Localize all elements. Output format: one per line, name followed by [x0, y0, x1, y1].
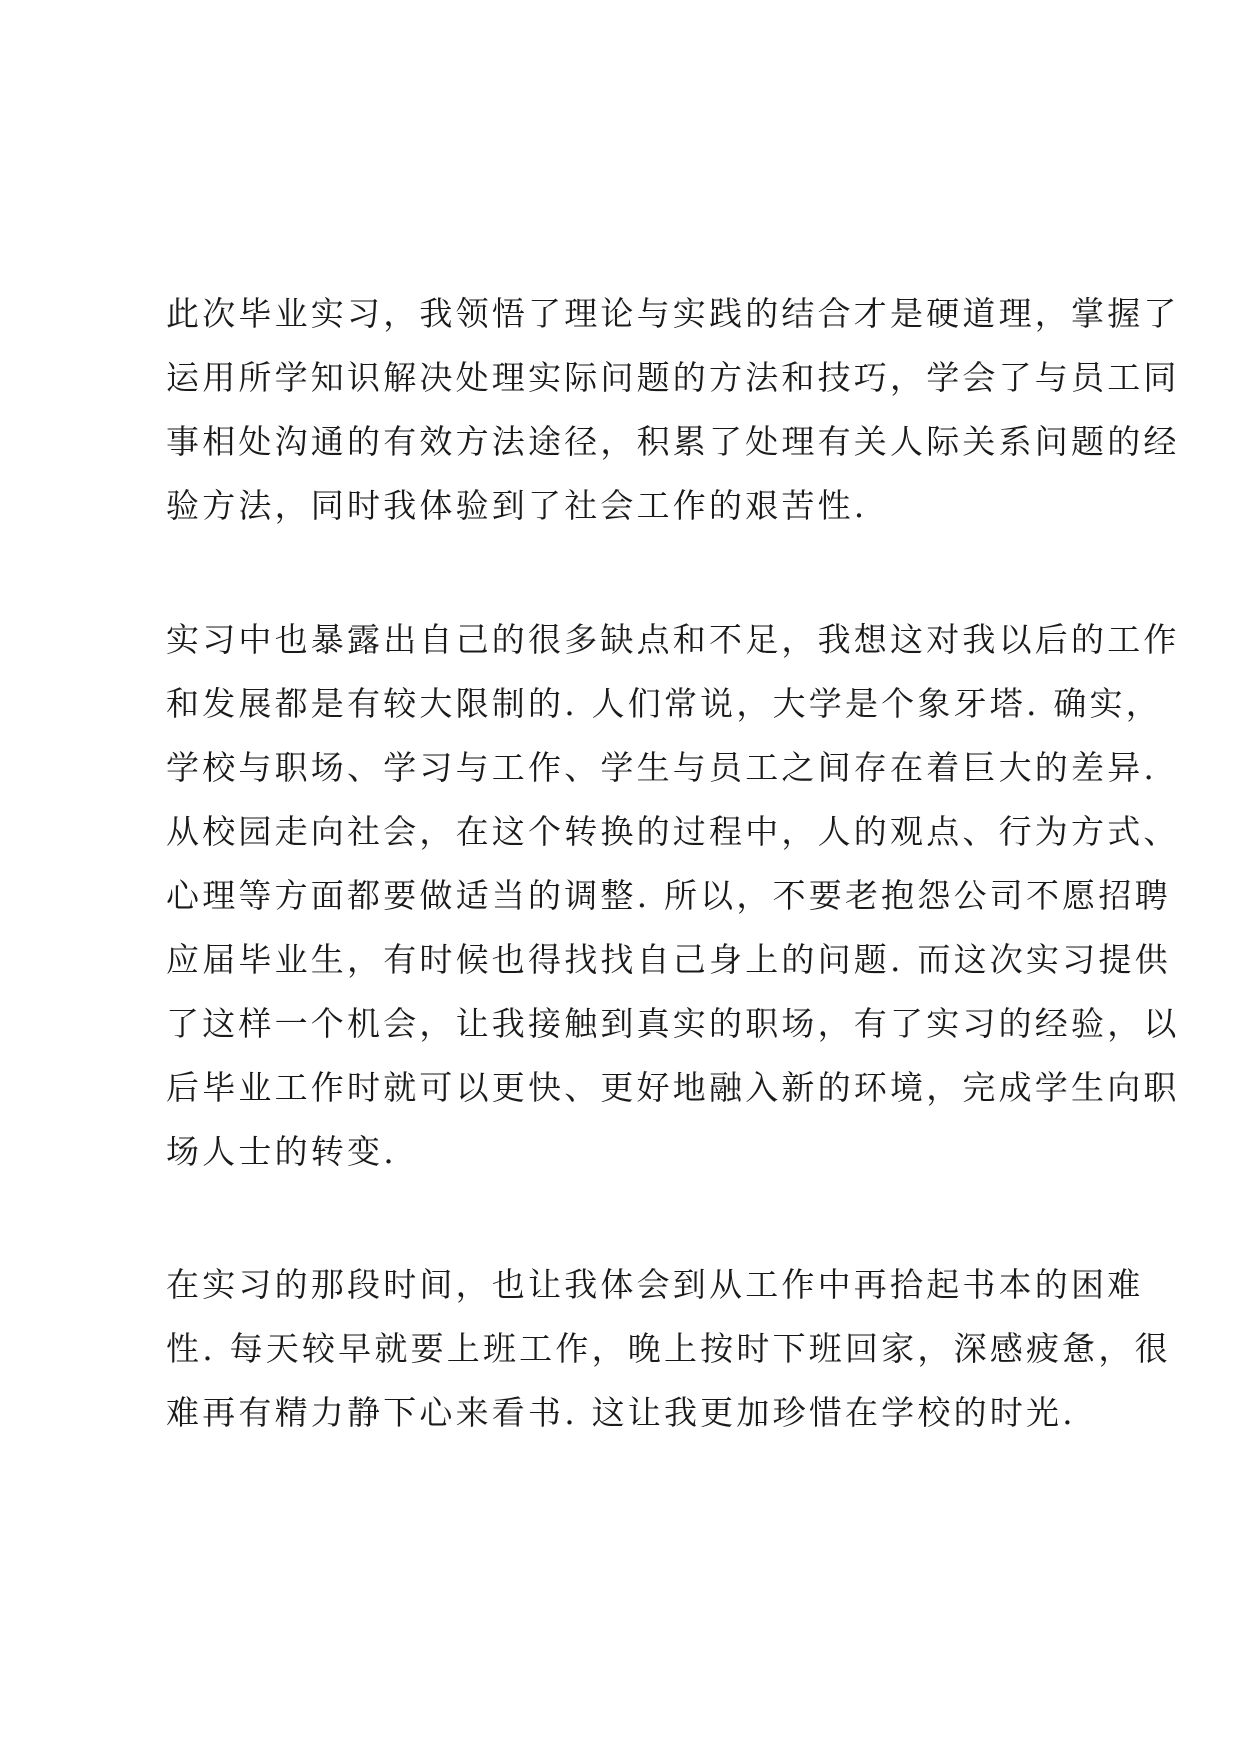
- text-line: 应届毕业生，有时候也得找找自己身上的问题. 而这次实习提供: [166, 940, 1171, 979]
- text-line: 运用所学知识解决处理实际问题的方法和技巧，学会了与员工同: [166, 358, 1180, 397]
- text-line: 后毕业工作时就可以更快、更好地融入新的环境，完成学生向职: [166, 1068, 1180, 1107]
- text-line: 事相处沟通的有效方法途径，积累了处理有关人际关系问题的经: [166, 422, 1180, 461]
- paragraph: [166, 608, 1180, 1184]
- paragraph: [166, 1253, 1171, 1445]
- text-line: 验方法，同时我体验到了社会工作的艰苦性.: [166, 486, 868, 525]
- paragraph: [166, 282, 1180, 538]
- text-line: 从校园走向社会，在这个转换的过程中，人的观点、行为方式、: [166, 812, 1180, 851]
- text-line: 学校与职场、学习与工作、学生与员工之间存在着巨大的差异.: [166, 748, 1158, 787]
- text-line: 此次毕业实习，我领悟了理论与实践的结合才是硬道理，掌握了: [166, 294, 1180, 333]
- text-line: 和发展都是有较大限制的. 人们常说，大学是个象牙塔. 确实，: [166, 684, 1162, 723]
- text-line: 性. 每天较早就要上班工作，晚上按时下班回家，深感疲惫，很: [166, 1329, 1171, 1368]
- text-line: 在实习的那段时间，也让我体会到从工作中再拾起书本的困难: [166, 1265, 1144, 1304]
- text-line: 实习中也暴露出自己的很多缺点和不足，我想这对我以后的工作: [166, 620, 1180, 659]
- text-line: 心理等方面都要做适当的调整. 所以，不要老抱怨公司不愿招聘: [166, 876, 1171, 915]
- text-line: 了这样一个机会，让我接触到真实的职场，有了实习的经验，以: [166, 1004, 1180, 1043]
- text-line: 场人士的转变.: [166, 1132, 397, 1171]
- text-line: 难再有精力静下心来看书. 这让我更加珍惜在学校的时光.: [166, 1393, 1076, 1432]
